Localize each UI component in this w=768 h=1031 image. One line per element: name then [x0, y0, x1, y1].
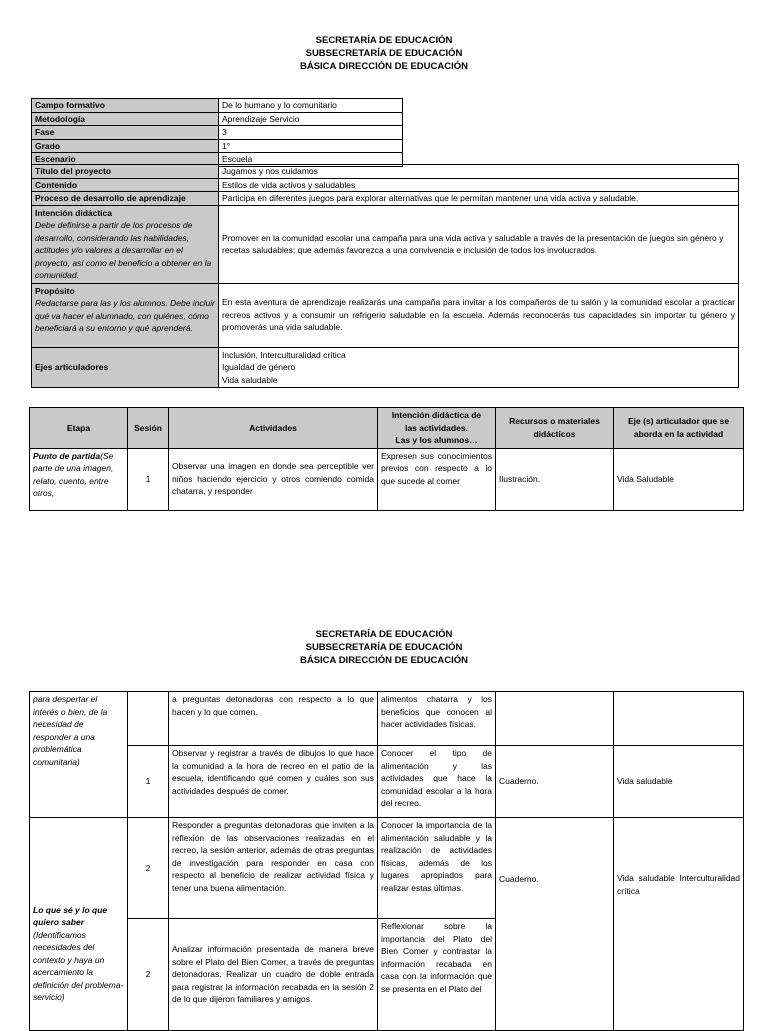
intencion-cell-row: alimentos chatarra y los beneficios que conocen al hacer actividades físicas.	[378, 692, 496, 746]
info-table-top	[31, 98, 403, 167]
recursos-cell: Cuaderno.	[496, 818, 614, 1031]
sesion-cell: 1	[128, 448, 169, 510]
recursos-cell: Cuaderno.	[496, 746, 614, 818]
etapa-cell	[30, 818, 128, 1031]
etapa-title: Lo que sé y lo que quiero saber	[33, 904, 108, 927]
actividad-cell: Observar y registrar a través de dibujos lo que hace la comunidad a la hora de recreo en el patio de la escuela, identificando qué comen y cuáles son sus actividades después de comer.	[169, 746, 378, 818]
titulo-value: Jugamos y nos cuidamos	[219, 165, 739, 179]
header-line-2: SUBSECRETARÍA DE EDUCACIÓN	[305, 642, 463, 653]
intencion-value: Promover en la comunidad escolar una campaña para una vida activa y saludable a través de la presentación de juegos sin género y recetas saludables; que además favorezca a una convivencia e inclusión de todos los involucrados.	[219, 205, 739, 283]
eje-cell: Vida Saludable	[614, 448, 744, 510]
proposito-label: Propósito	[35, 285, 75, 296]
actividad-cell: Observar una imagen en donde sea perceptible ver niños haciendo ejercicio y otros comiendo comida chatarra, y responder	[169, 448, 378, 510]
etapa-desc: (Identificamos necesidades del contexto y haya un acercamiento la definición del problema-servicio)	[33, 929, 124, 1002]
intencion-cell-row: Conocer el tipo de alimentación y las actividades que hace la comunidad escolar a la hora del recreo.	[378, 746, 496, 818]
grado-label: Grado	[32, 139, 219, 153]
col-eje: Eje (s) articulador que se aborda en la actividad	[614, 408, 744, 449]
recursos-cell	[496, 692, 614, 746]
ejes-label: Ejes articuladores	[32, 347, 219, 388]
actividad-cell: Responder a preguntas detonadoras que inviten a la reflexión de las observaciones realizadas en el recreo, la sesión anterior, además de otras preguntas de investigación para responder en casa con respecto al beneficio de realizar actividad física y tener una buena alimentación.	[169, 818, 378, 919]
sesion-cell: 2	[128, 818, 169, 919]
sesion-cell	[128, 692, 169, 746]
intencion-cell-row: Conocer la importancia de la alimentación saludable y la realización de actividades físicas, además de los lugares apropiados para realizar estas últimas.	[378, 818, 496, 919]
campo-value: De lo humano y lo comunitario	[219, 99, 403, 113]
etapa-desc: (Se parte de una imagen, relato, cuento, entre otros,	[33, 450, 114, 498]
etapa-cont-cell: para despertar el interés o bien, de la necesidad de responder a una problemática comunitaria)	[30, 692, 128, 818]
pda-value: Participa en diferentes juegos para explorar alternativas que le permitan mantener una vida activa y saludable.	[219, 192, 739, 206]
intencion-hint: Debe definirse a partir de los procesos de desarrollo, considerando las habilidades, actitudes y/o valores a desarrollar en el proyecto, así como el beneficio a obtener en la comunidad.	[35, 220, 212, 280]
campo-label: Campo formativo	[32, 99, 219, 113]
page-header	[0, 34, 768, 73]
col-sesion: Sesión	[128, 408, 169, 449]
ejes-values	[219, 347, 739, 388]
info-table-wide	[31, 164, 739, 388]
escenario-label: Escenario	[32, 153, 219, 167]
page-header-2	[0, 628, 768, 667]
fase-label: Fase	[32, 126, 219, 140]
col-intencion-line: las actividades.	[405, 422, 468, 433]
eje-cell: Vida saludable Interculturalidad crítica	[614, 818, 744, 1031]
header-line-3: BÁSICA DIRECCIÓN DE EDUCACIÓN	[299, 61, 469, 72]
proposito-value: En esta aventura de aprendizaje realizarás una campaña para invitar a los compañeros de tu salón y la comunidad escolar a practicar recreos activos y a consumir un refrigerio saludable en la escuela. Además reconocerás tus capacidades sin importar tu género y promoverás una vida saludable.	[219, 283, 739, 347]
actividad-cell: Analizar información presentada de manera breve sobre el Plato del Bien Comer, a través de preguntas detonadoras. Realizar un cuadro de doble entrada para registrar la información recabada en la sesión 2 de lo que dijeron familiares y amigos.	[169, 919, 378, 1031]
intencion-label: Intención didáctica	[35, 207, 112, 218]
titulo-label: Título del proyecto	[32, 165, 219, 179]
etapa-cell	[30, 448, 128, 510]
col-intencion-line: Las y los alumnos…	[395, 435, 478, 445]
plan-table	[29, 407, 744, 511]
eje-item: Inclusión, Interculturalidad crítica	[222, 349, 346, 360]
contenido-label: Contenido	[32, 178, 219, 192]
recursos-cell: Ilustración.	[496, 448, 614, 510]
col-etapa: Etapa	[30, 408, 128, 449]
header-line-3: BÁSICA DIRECCIÓN DE EDUCACIÓN	[299, 655, 469, 666]
header-line-1: SECRETARÍA DE EDUCACIÓN	[315, 35, 453, 46]
pda-label: Proceso de desarrollo de aprendizaje	[32, 192, 219, 206]
header-line-2: SUBSECRETARÍA DE EDUCACIÓN	[305, 48, 463, 59]
metodologia-value: Aprendizaje Servicio	[219, 112, 403, 126]
eje-item: Vida saludable	[222, 374, 278, 385]
col-intencion-line: Intención didáctica de	[391, 410, 482, 420]
sesion-cell: 2	[128, 919, 169, 1031]
col-actividades: Actividades	[169, 408, 378, 449]
eje-item: Igualdad de género	[222, 362, 296, 372]
col-recursos: Recursos o materiales didácticos	[496, 408, 614, 449]
actividad-cell: a preguntas detonadoras con respecto a lo que hacen y lo que comen.	[169, 692, 378, 746]
eje-cell	[614, 692, 744, 746]
intencion-cell-row: Expresen sus conocimientos previos con respecto a lo que sucede al comer	[378, 448, 496, 510]
grado-value: 1°	[219, 139, 403, 153]
escenario-value: Escuela	[219, 153, 403, 167]
sesion-cell: 1	[128, 746, 169, 818]
intencion-cell	[32, 205, 219, 283]
eje-cell: Vida saludable	[614, 746, 744, 818]
col-intencion	[378, 408, 496, 449]
etapa-title: Punto de partida	[33, 450, 101, 461]
proposito-cell	[32, 283, 219, 347]
contenido-value: Estilos de vida activos y saludables	[219, 178, 739, 192]
intencion-cell-row: Reflexionar sobre la importancia del Plato del Bien Comer y contrastar la información recabada en casa con la información que se presenta en el Plato del	[378, 919, 496, 1031]
header-line-1: SECRETARÍA DE EDUCACIÓN	[315, 629, 453, 640]
plan-table-continued	[29, 691, 744, 1031]
metodologia-label: Metodología	[32, 112, 219, 126]
proposito-hint: Redactarse para las y los alumnos. Debe incluir qué va hacer el alumnado, con quiénes, cómo beneficiará a su entorno y qué aprenderá.	[35, 298, 216, 333]
fase-value: 3	[219, 126, 403, 140]
